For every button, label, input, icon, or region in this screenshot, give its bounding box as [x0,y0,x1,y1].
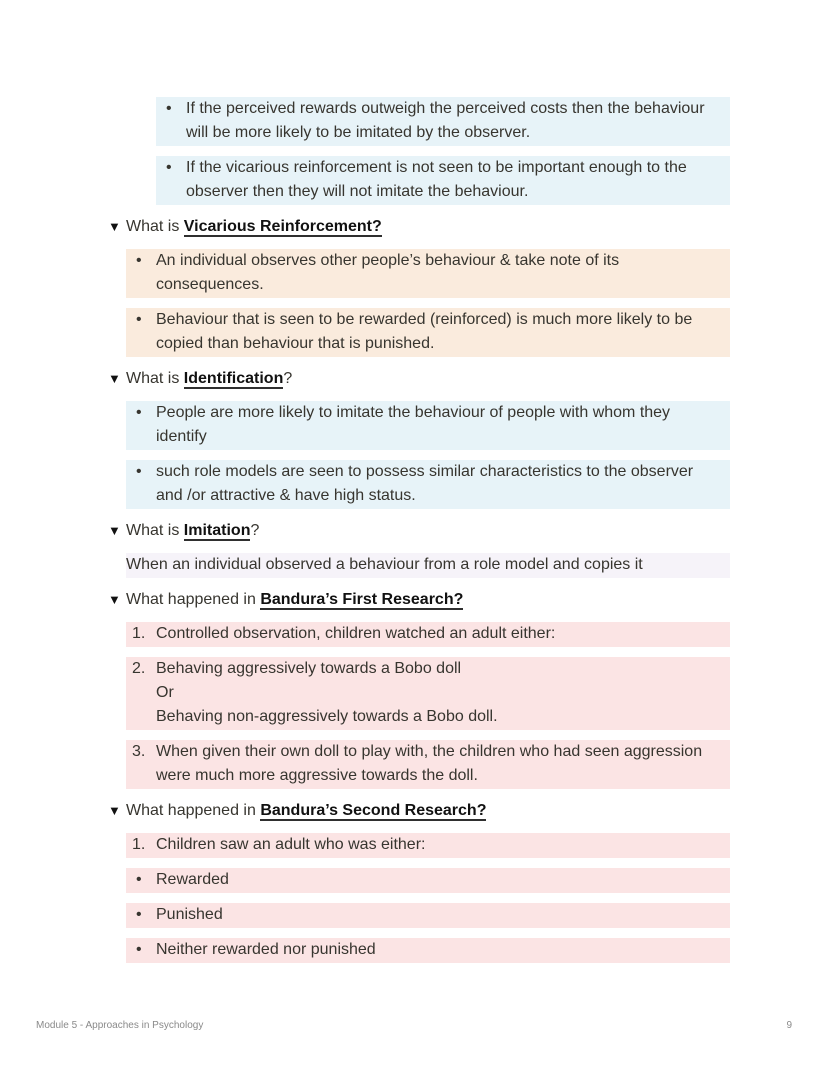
item-number: 1. [132,625,146,642]
item-number: 2. [132,660,146,677]
item-text: Behaviour that is seen to be rewarded (reinforced) is much more likely to be copied than behaviour that is punished. [156,311,693,352]
toggle-triangle-icon[interactable]: ▼ [108,803,121,818]
item-text: If the vicarious reinforcement is not seen to be important enough to the observer then they will not imitate the behaviour. [186,159,687,200]
item-text: If the perceived rewards outweigh the perceived costs then the behaviour will be more likely to be imitated by the observer. [186,100,705,141]
item-text: When given their own doll to play with, the children who had seen aggression were much more aggressive towards the doll. [156,743,703,784]
item-text: Or [156,684,174,701]
list-item [126,868,730,893]
item-number: 1. [132,836,146,853]
toggle-identification[interactable] [108,367,730,391]
heading-term: Bandura’s First Research? [260,591,464,608]
bullet-icon: • [136,871,142,888]
item-text: Punished [156,906,223,923]
heading-prefix: What is [126,370,184,387]
list-item [126,903,730,928]
bullet-icon: • [136,311,142,328]
toggle-triangle-icon[interactable]: ▼ [108,219,121,234]
bullet-icon: • [166,100,172,117]
numbered-item [126,622,730,647]
list-item [126,401,730,450]
item-text: Controlled observation, children watched an adult either: [156,625,556,642]
heading-prefix: What happened in [126,591,261,608]
bullet-icon: • [136,941,142,958]
item-text: Rewarded [156,871,229,888]
heading-term: Imitation [183,522,251,539]
numbered-item [126,740,730,789]
bullet-icon: • [136,404,142,421]
heading-term: Identification [183,370,284,387]
toggle-second-research[interactable] [108,799,730,823]
page-content [108,97,730,973]
numbered-item [126,833,730,858]
heading-prefix: What happened in [126,802,261,819]
bullet-icon: • [136,463,142,480]
toggle-triangle-icon[interactable]: ▼ [108,371,121,386]
page-number: 9 [786,1020,792,1031]
footer-title: Module 5 - Approaches in Psychology [36,1020,204,1031]
toggle-triangle-icon[interactable]: ▼ [108,523,121,538]
toggle-vicarious-reinforcement[interactable] [108,215,730,239]
item-text: Children saw an adult who was either: [156,836,426,853]
list-item [126,460,730,509]
list-item [156,156,730,205]
list-item [126,249,730,298]
imitation-definition: When an individual observed a behaviour from a role model and copies it [126,553,730,578]
list-item [126,308,730,357]
toggle-first-research[interactable] [108,588,730,612]
bullet-icon: • [136,906,142,923]
bullet-icon: • [166,159,172,176]
heading-prefix: What is [126,522,184,539]
heading-suffix: ? [250,522,260,539]
item-text: People are more likely to imitate the behaviour of people with whom they identify [156,404,671,445]
heading-term: Vicarious Reinforcement? [183,218,382,235]
item-number: 3. [132,743,146,760]
item-text: An individual observes other people’s behaviour & take note of its consequences. [156,252,620,293]
item-text: Behaving aggressively towards a Bobo doll [156,660,462,677]
item-text: Neither rewarded nor punished [156,941,376,958]
item-text: such role models are seen to possess similar characteristics to the observer and /or attractive & have high status. [156,463,694,504]
heading-prefix: What is [126,218,184,235]
toggle-imitation[interactable] [108,519,730,543]
item-text: Behaving non-aggressively towards a Bobo doll. [156,708,498,725]
numbered-item [126,657,730,730]
toggle-triangle-icon[interactable]: ▼ [108,592,121,607]
list-item [156,97,730,146]
heading-suffix: ? [283,370,293,387]
heading-term: Bandura’s Second Research? [260,802,487,819]
bullet-icon: • [136,252,142,269]
list-item [126,938,730,963]
